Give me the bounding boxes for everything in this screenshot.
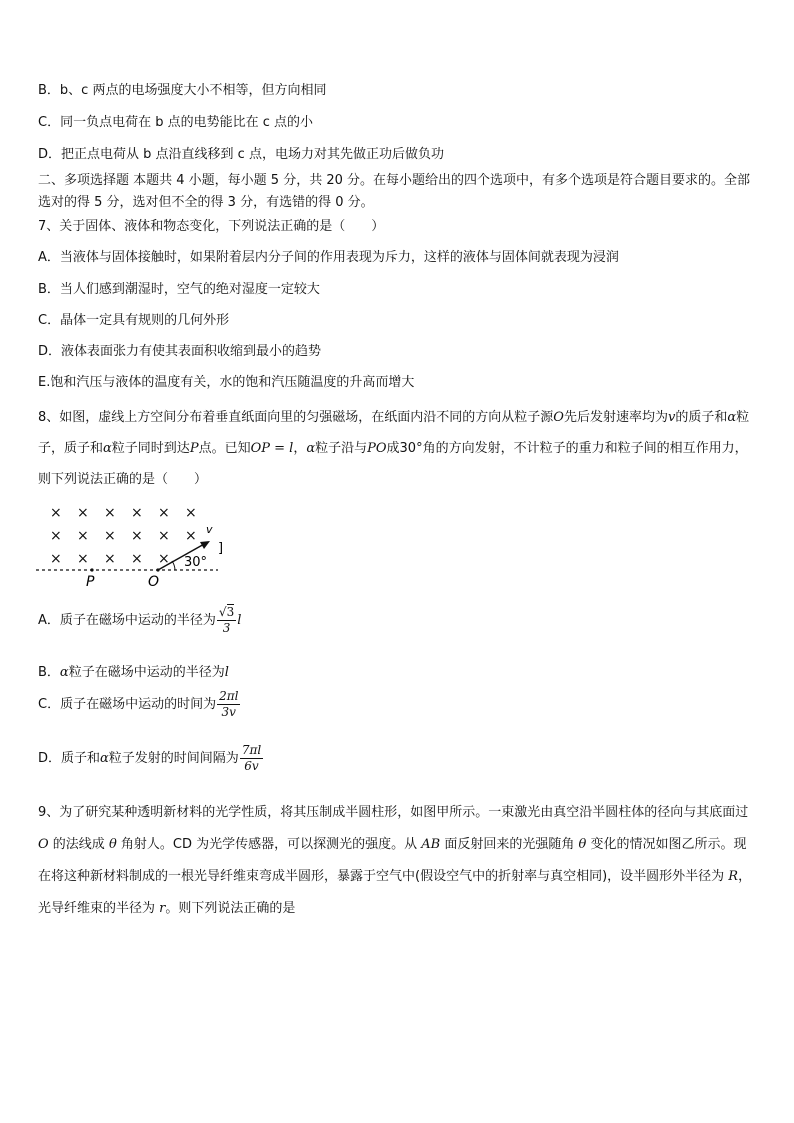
angle-arc xyxy=(172,561,175,570)
field-cross: × xyxy=(185,528,197,544)
fraction-sqrt3-over-3: $\frac{√3}{3}$ xyxy=(218,605,235,635)
field-cross: × xyxy=(131,528,143,544)
q7-stem: 7、关于固体、液体和物态变化，下列说法正确的是（ ） xyxy=(38,219,385,234)
q8-option-a: A．质子在磁场中运动的半径为 $\frac{√3}{3}$ l xyxy=(38,605,242,635)
fraction-2pil-over-3v: $\frac{2\pi l}{3v}$ xyxy=(219,689,239,719)
field-cross: × xyxy=(77,528,89,544)
q7-option-a: A．当液体与固体接触时，如果附着层内分子间的作用表现为斥力，这样的液体与固体间就表现为浸润 xyxy=(38,250,619,265)
field-cross: × xyxy=(131,505,143,521)
magnetic-field-crosses xyxy=(50,505,197,567)
field-cross: × xyxy=(158,528,170,544)
point-o xyxy=(156,568,159,571)
q6-option-c: C．同一负点电荷在 b 点的电势能比在 c 点的小 xyxy=(38,115,314,130)
label-30deg: 30° xyxy=(184,555,208,570)
q8-o-symbol: O xyxy=(553,410,564,425)
q7-option-d: D．液体表面张力有使其表面积收缩到最小的趋势 xyxy=(38,344,322,359)
field-cross: × xyxy=(50,528,62,544)
figure-edge-mark: ] xyxy=(218,541,224,556)
field-cross: × xyxy=(158,551,170,567)
q8-op-equation: OP = l xyxy=(250,441,294,456)
field-cross: × xyxy=(50,551,62,567)
field-cross: × xyxy=(158,505,170,521)
q8-option-c: C．质子在磁场中运动的时间为 $\frac{2\pi l}{3v}$ xyxy=(38,689,239,719)
field-cross: × xyxy=(185,505,197,521)
field-cross: × xyxy=(77,551,89,567)
q6-option-b: B．b、c 两点的电场强度大小不相等，但方向相同 xyxy=(38,83,327,98)
q8-stem: 8、如图，虚线上方空间分布着垂直纸面向里的匀强磁场，在纸面内沿不同的方向从粒子源O先后发射速率均为v的质子和α粒子，质子和α粒子同时到达P点。已知OP = l，α粒子沿与PO成30°角的方向发射，不计粒子的重力和粒子间的相互作用力，则下列说法正确的是（ ） xyxy=(38,410,750,487)
q7-option-b: B．当人们感到潮湿时，空气的绝对湿度一定较大 xyxy=(38,282,320,297)
q7-option-c: C．晶体一定具有规则的几何外形 xyxy=(38,313,230,328)
label-o: O xyxy=(148,574,160,590)
field-cross: × xyxy=(131,551,143,567)
label-v: v xyxy=(206,523,213,536)
q7-option-e: E.饱和汽压与液体的温度有关，水的饱和汽压随温度的升高而增大 xyxy=(38,375,415,390)
label-p: P xyxy=(86,574,95,590)
q8-option-b: B．α粒子在磁场中运动的半径为l xyxy=(38,665,229,680)
point-p xyxy=(90,568,93,571)
field-cross: × xyxy=(104,528,116,544)
q9-stem: 9、为了研究某种透明新材料的光学性质，将其压制成半圆柱形，如图甲所示。一束激光由真空沿半圆柱体的径向与其底面过 O 的法线成 θ 角射人。CD 为光学传感器，可以探测光的强度。从 AB 面反射回来的光强随角 θ 变化的情况如图乙所示。现在将这种新材料制成的一根光导纤维束弯成半圆形，暴露于空气中(假设空气中的折射率与真空相同)，设半圆形外半径为 R，光导纤维束的半径为 r。则下列说法正确的是 xyxy=(38,805,752,916)
q6-option-d: D．把正点电荷从 b 点沿直线移到 c 点，电场力对其先做正功后做负功 xyxy=(38,147,444,162)
field-cross: × xyxy=(77,505,89,521)
section-2-instructions: 二、多项选择题 本题共 4 小题，每小题 5 分，共 20 分。在每小题给出的四个选项中，有多个选项是符合题目要求的。全部选对的得 5 分，选对但不全的得 3 分，有选错的得 0 分。 xyxy=(38,173,751,210)
field-cross: × xyxy=(104,551,116,567)
q8-option-d: D．质子和α粒子发射的时间间隔为 $\frac{7\pi l}{6v}$ xyxy=(38,743,262,773)
fraction-7pil-over-6v: $\frac{7\pi l}{6v}$ xyxy=(241,743,262,773)
field-cross: × xyxy=(104,505,116,521)
q8-magnetic-field-figure xyxy=(34,500,234,592)
field-cross: × xyxy=(50,505,62,521)
